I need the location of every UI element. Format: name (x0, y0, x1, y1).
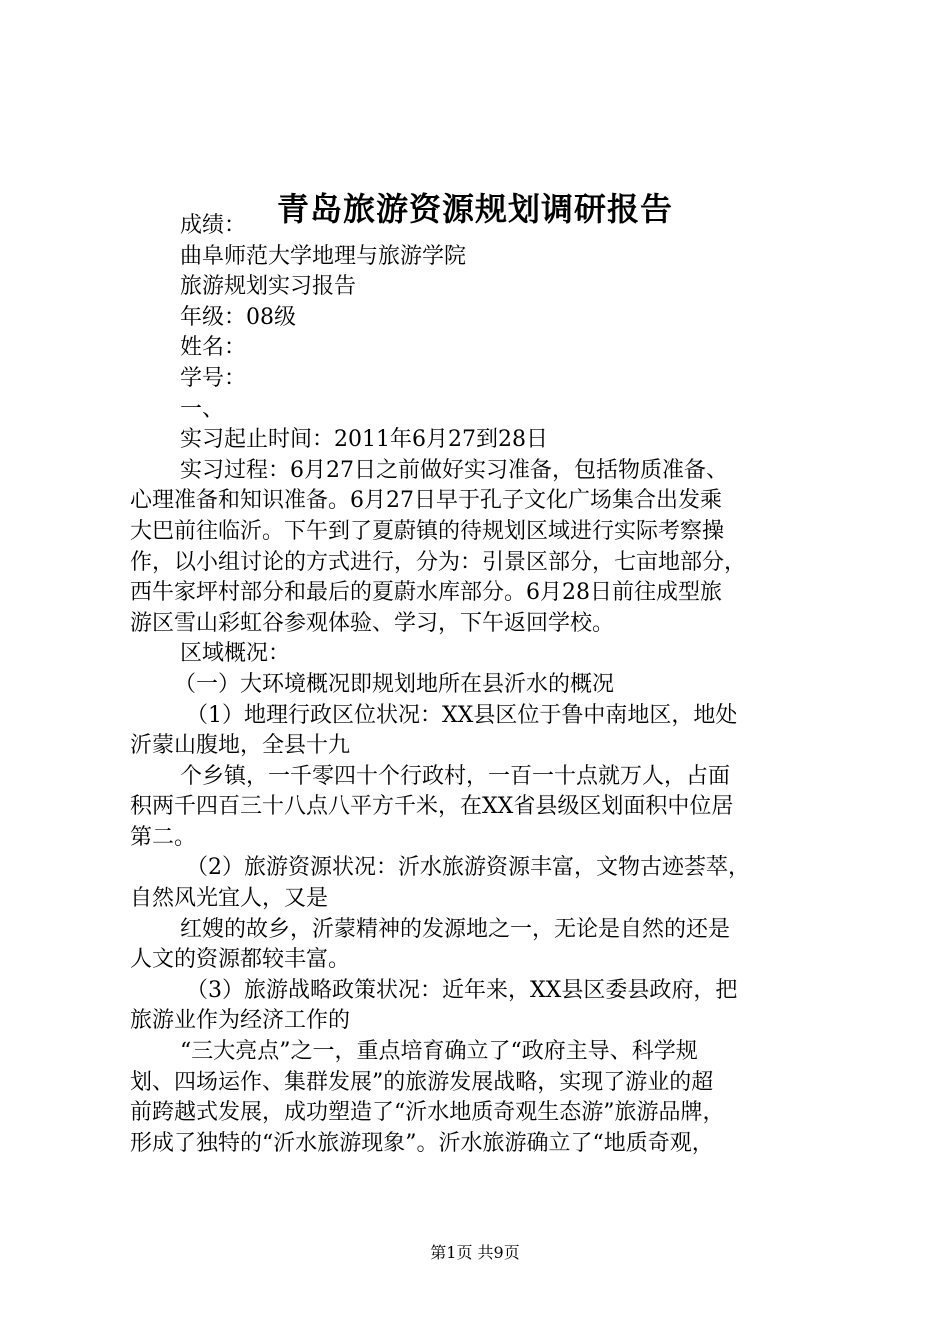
page-number: 第1页 共9页 (430, 1243, 520, 1262)
text-line: 第二。 (130, 824, 197, 850)
text-line: （一）大环境概况即规划地所在县沂水的概况 (174, 671, 615, 697)
text-line: 作，以小组讨论的方式进行，分为：引景区部分，七亩地部分， (130, 549, 747, 575)
text-line: 个乡镇，一千零四十个行政村，一百一十点就万人，占面 (180, 763, 731, 789)
text-line: 心理准备和知识准备。6月27日早于孔子文化广场集合出发乘 (130, 488, 722, 514)
text-line: 游区雪山彩虹谷参观体验、学习，下午返回学校。 (130, 610, 615, 636)
section-heading: 一、 (180, 396, 225, 422)
grade-label: 成绩： (180, 213, 247, 238)
student-id-label: 学号： (180, 365, 247, 391)
text-line: 红嫂的故乡，沂蒙精神的发源地之一，无论是自然的还是 (180, 916, 731, 942)
text-line: 划、四场运作、集群发展”的旅游发展战略，实现了游业的超 (130, 1069, 714, 1095)
text-line: 自然风光宜人，又是 (130, 886, 329, 912)
document-title: 青岛旅游资源规划调研报告 (276, 190, 673, 228)
student-name-label: 姓名： (180, 335, 247, 361)
text-line: 前跨越式发展，成功塑造了“沂水地质奇观生态游”旅游品牌， (130, 1100, 725, 1126)
school-name: 曲阜师范大学地理与旅游学院 (180, 243, 467, 269)
text-line: （2）旅游资源状况：沂水旅游资源丰富，文物古迹荟萃， (186, 855, 750, 881)
text-line: 形成了独特的“沂水旅游现象”。沂水旅游确立了“地质奇观， (130, 1130, 714, 1156)
text-line: 区域概况： (180, 641, 291, 667)
report-type: 旅游规划实习报告 (180, 274, 357, 300)
text-line: 旅游业作为经济工作的 (130, 1008, 351, 1034)
text-line: 沂蒙山腹地，全县十九 (130, 733, 351, 759)
text-line: 积两千四百三十八点八平方千米，在XX省县级区划面积中位居 (130, 794, 734, 820)
class-year: 年级：08级 (180, 304, 296, 330)
text-line: （1）地理行政区位状况：XX县区位于鲁中南地区，地处 (186, 702, 738, 728)
document-body (130, 211, 830, 1159)
text-line: 实习过程：6月27日之前做好实习准备，包括物质准备、 (180, 457, 728, 483)
text-line: 西牛家坪村部分和最后的夏蔚水库部分。6月28日前往成型旅 (130, 580, 722, 606)
text-line: 实习起止时间：2011年6月27到28日 (180, 427, 548, 453)
text-line: 大巴前往临沂。下午到了夏蔚镇的待规划区域进行实际考察操 (130, 518, 725, 544)
text-line: （3）旅游战略政策状况：近年来，XX县区委县政府，把 (186, 977, 738, 1003)
text-line: “三大亮点”之一，重点培育确立了“政府主导、科学规 (180, 1039, 698, 1065)
text-line: 人文的资源都较丰富。 (130, 947, 351, 973)
